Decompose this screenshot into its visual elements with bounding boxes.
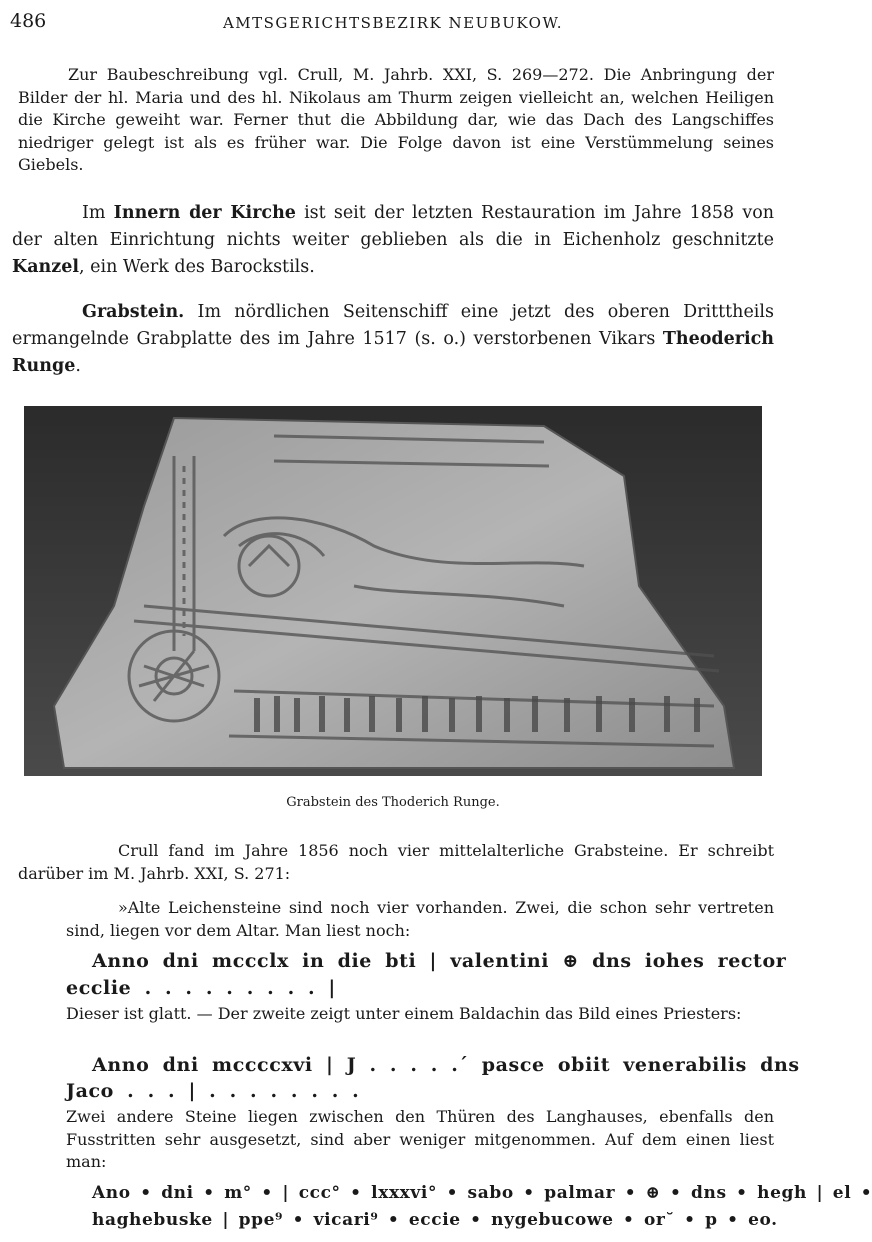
text-run: ist seit der letzten Restauration im Jahre 1858 von der alten Einrichtung nichts weiter geblieben als die in Eichenholz geschnitzte <box>12 203 775 250</box>
text-run: Im <box>82 203 114 223</box>
paragraph-church-interior <box>12 200 774 281</box>
bold-term-interior: Innern der Kirche <box>113 203 296 223</box>
bold-term-name: Theoderich Runge <box>12 329 774 376</box>
page-number: 486 <box>10 10 47 32</box>
figure-caption: Grabstein des Thoderich Runge. <box>286 795 500 810</box>
gravestone-photograph <box>24 406 762 776</box>
text-run: . <box>75 356 81 376</box>
quote-intro: »Alte Leichensteine sind noch vier vorhanden. Zwei, die schon sehr vertreten sind, liegen vor dem Altar. Man liest noch: <box>66 898 774 940</box>
inscription-1-line-2: ecclie . . . . . . . . . | <box>66 977 336 999</box>
inscription-3-line-2: haghebuske | ppe⁹ • vicari⁹ • eccie • nygebucowe • or˘ • p • eo. <box>92 1210 778 1230</box>
paragraph-building-description: Zur Baubeschreibung vgl. Crull, M. Jahrb. XXI, S. 269—272. Die Anbringung der Bilder der hl. Maria und des hl. Nikolaus am Thurm zeigen vielleicht an, welchen Heiligen die Kirche geweiht war. Ferner thut die Abbildung dar, wie das Dach des Langschiffes niedriger gelegt ist als es früher war. Die Folge davon ist eine Verstümmelung seines Giebels. <box>18 65 774 174</box>
bold-term-pulpit: Kanzel <box>12 257 79 277</box>
inscription-2-line-2: Jaco . . . | . . . . . . . . <box>66 1080 360 1102</box>
bold-term-gravestone: Grabstein. <box>82 302 185 322</box>
running-header <box>10 6 776 36</box>
paragraph-crull-findings: Crull fand im Jahre 1856 noch vier mittelalterliche Grabsteine. Er schreibt darüber im M. Jahrb. XXI, S. 271: <box>18 841 774 883</box>
gravestone-image <box>24 406 762 776</box>
inscription-2-line-1: Anno dni mccccxvi | J . . . . .´ pasce obiit venerabilis dns <box>92 1054 800 1076</box>
paragraph-other-stones: Zwei andere Steine liegen zwischen den Thüren des Langhauses, ebenfalls den Fusstritten sehr ausgesetzt, sind aber weniger mitgenommen. Auf dem einen liest man: <box>66 1107 774 1171</box>
text-run: Im nördlichen Seitenschiff eine jetzt des oberen Dritttheils ermangelnde Grabplatte des im Jahre 1517 (s. o.) verstorbenen Vikars <box>12 302 774 349</box>
inscription-3-line-1: Ano • dni • m° • | ccc° • lxxxvi° • sabo • palmar • ⊕ • dns • hegh | el • <box>92 1183 872 1203</box>
inscription-1-line-1: Anno dni mccclx in die bti | valentini ⊕ dns iohes rector <box>92 950 787 972</box>
text-run: , ein Werk des Barockstils. <box>79 257 315 277</box>
paragraph-second-stone: Dieser ist glatt. — Der zweite zeigt unter einem Baldachin das Bild eines Priesters: <box>66 1004 742 1023</box>
running-title: AMTSGERICHTSBEZIRK NEUBUKOW. <box>222 14 564 32</box>
paragraph-gravestone <box>12 299 774 380</box>
